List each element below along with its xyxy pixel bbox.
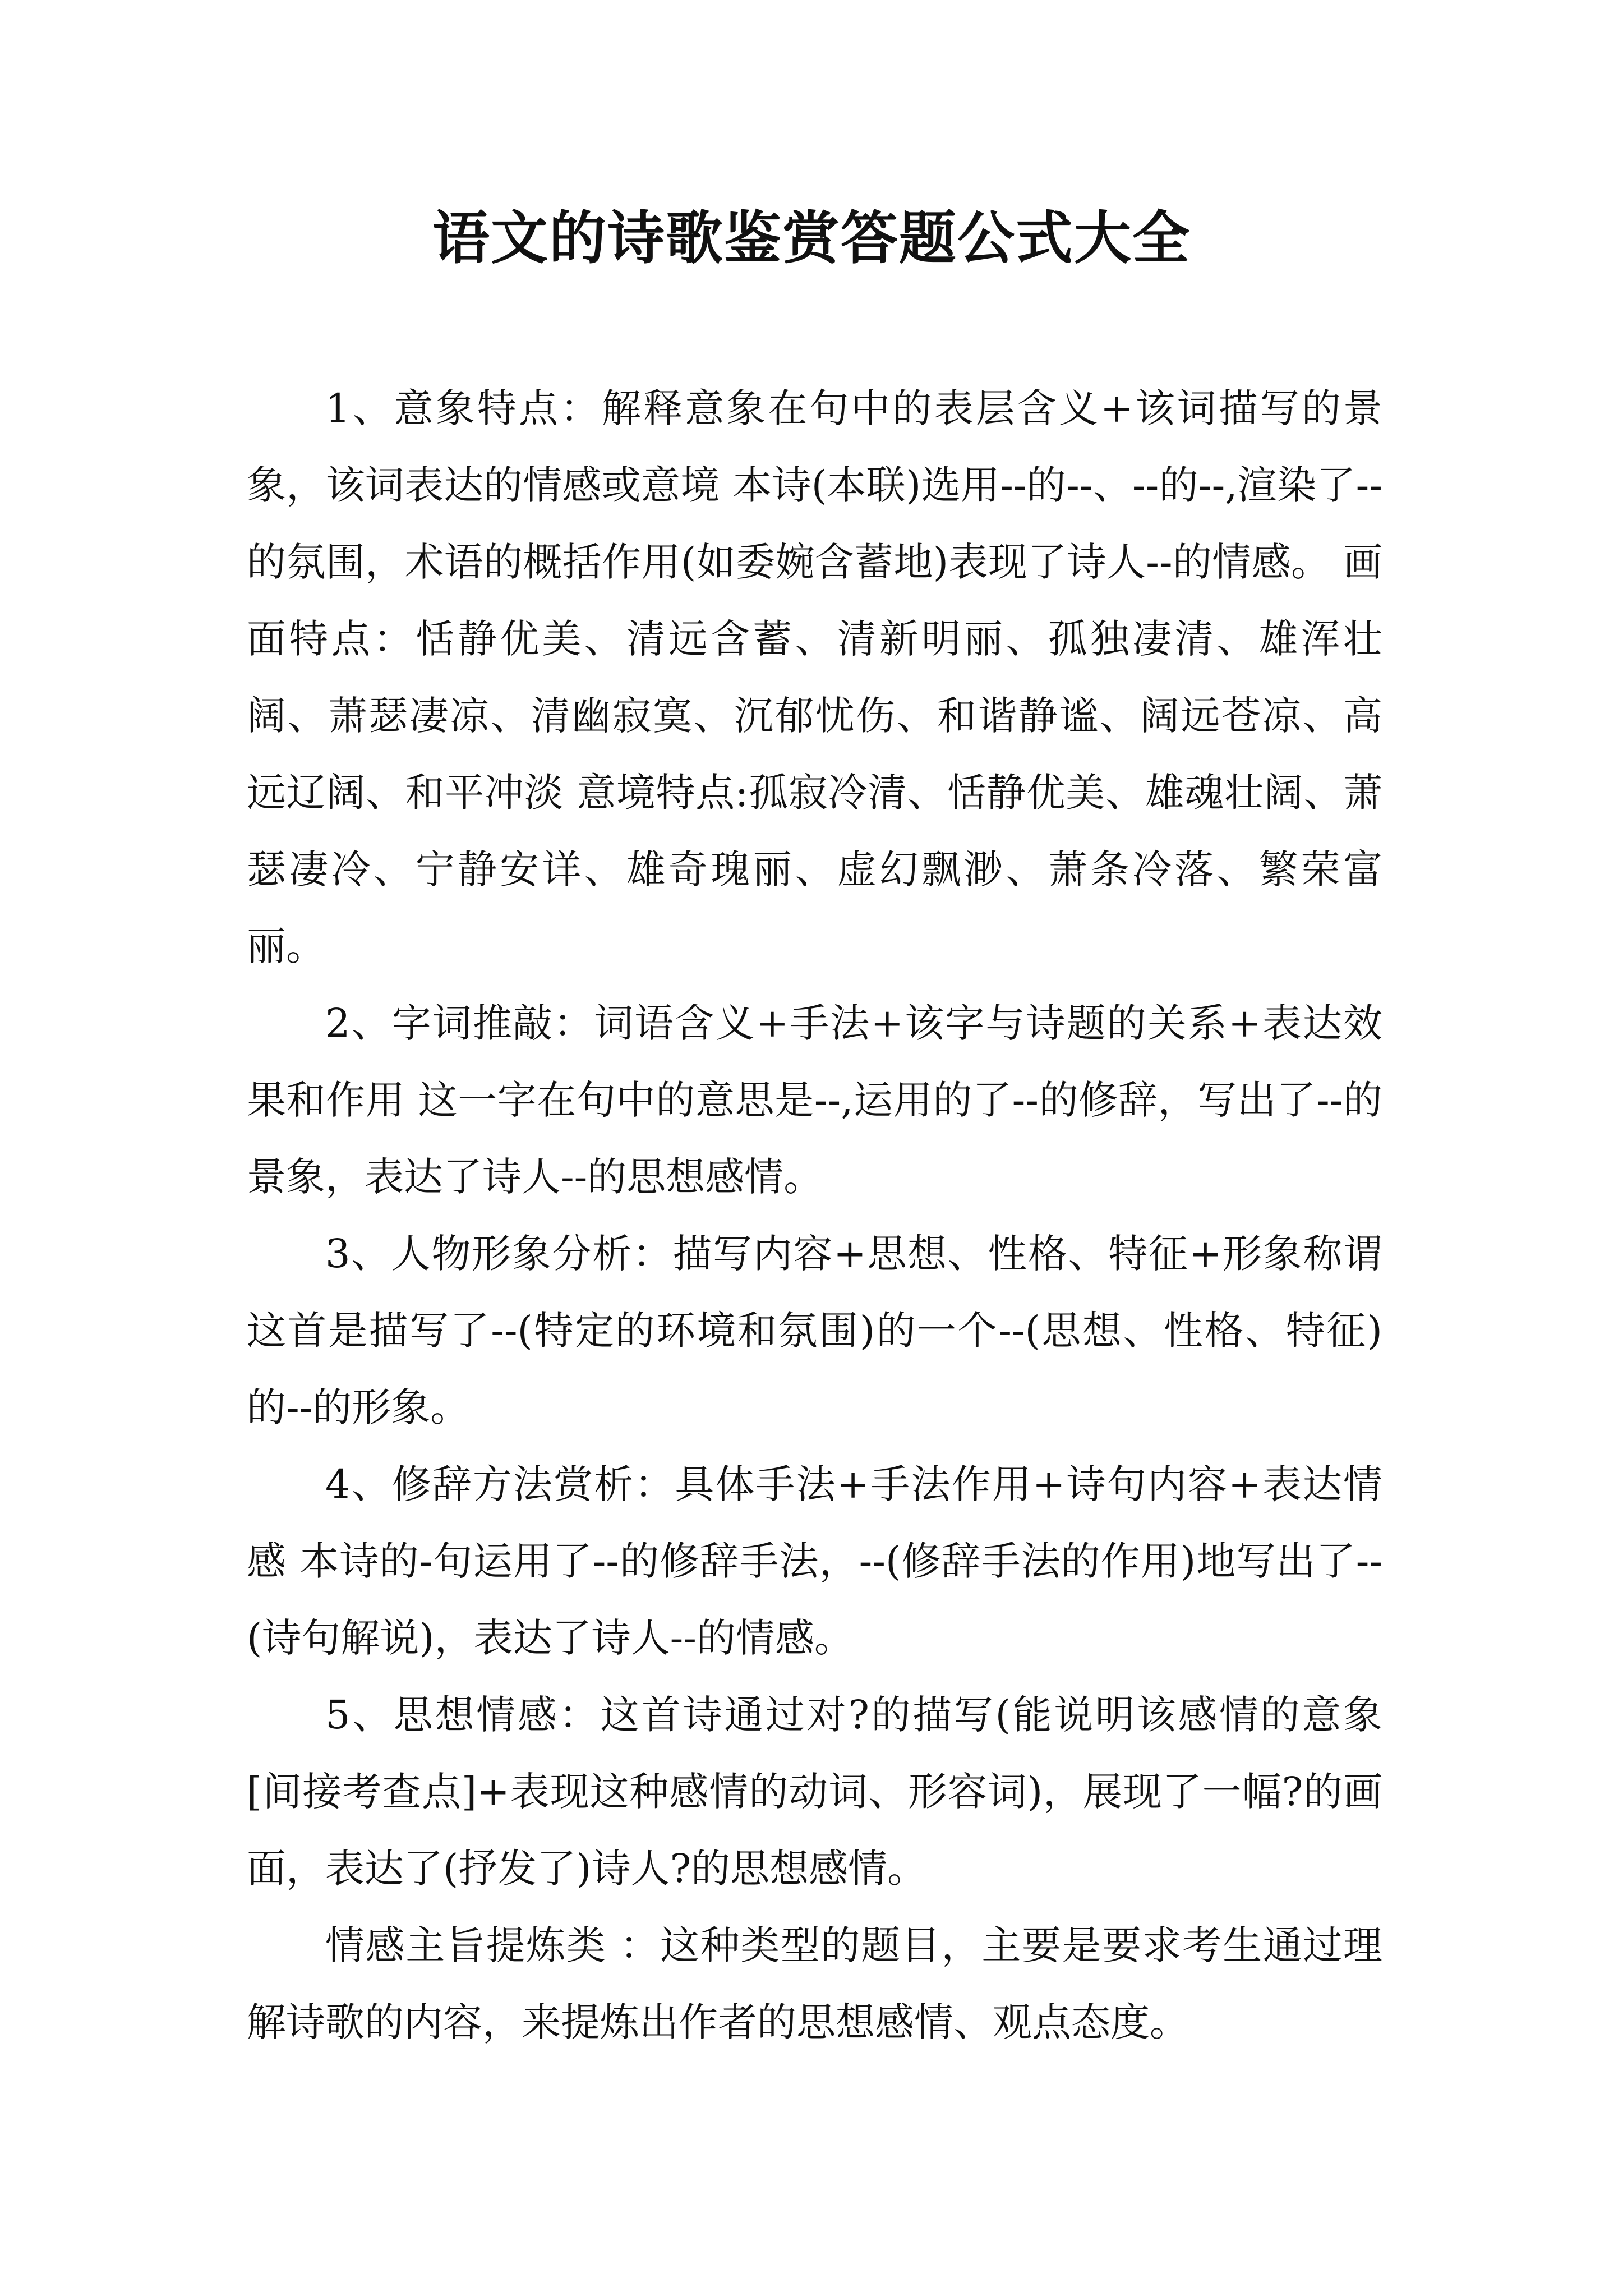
paragraph-theme-extraction: 情感主旨提炼类 ：这种类型的题目，主要是要求考生通过理解诗歌的内容，来提炼出作者的思想感情、观点态度。 <box>247 1922 1382 2045</box>
document-body <box>247 370 1382 2061</box>
document-title: 语文的诗歌鉴赏答题公式大全 <box>432 205 1191 272</box>
paragraph-character-image: 3、人物形象分析：描写内容+思想、性格、特征+形象称谓 这首是描写了--(特定的环境和氛围)的一个--(思想、性格、特征)的--的形象。 <box>247 1231 1382 1430</box>
paragraph-imagery: 1、意象特点：解释意象在句中的表层含义+该词描写的景象，该词表达的情感或意境 本诗(本联)选用--的--、--的--,渲染了--的氛围，术语的概括作用(如委婉含蓄地)表现了诗人--的情感。 画面特点：恬静优美、清远含蓄、清新明丽、孤独凄清、雄浑壮阔、萧瑟凄凉、清幽寂寞、沉郁忧伤、和谐静谧、阔远苍凉、高远辽阔、和平冲淡 意境特点:孤寂冷清、恬静优美、雄魂壮阔、萧瑟凄冷、宁静安详、雄奇瑰丽、虚幻飘渺、萧条冷落、繁荣富丽。 <box>247 385 1382 969</box>
paragraph-rhetoric: 4、修辞方法赏析：具体手法+手法作用+诗句内容+表达情感 本诗的-句运用了--的修辞手法，--(修辞手法的作用)地写出了--(诗句解说)，表达了诗人--的情感。 <box>247 1461 1382 1661</box>
paragraph-emotion: 5、思想情感：这首诗通过对?的描写(能说明该感情的意象[间接考查点]+表现这种感情的动词、形容词)，展现了一幅?的画面，表达了(抒发了)诗人?的思想感情。 <box>247 1692 1382 1892</box>
paragraph-word-choice: 2、字词推敲：词语含义+手法+该字与诗题的关系+表达效果和作用 这一字在句中的意思是--,运用的了--的修辞，写出了--的景象，表达了诗人--的思想感情。 <box>247 1000 1382 1200</box>
